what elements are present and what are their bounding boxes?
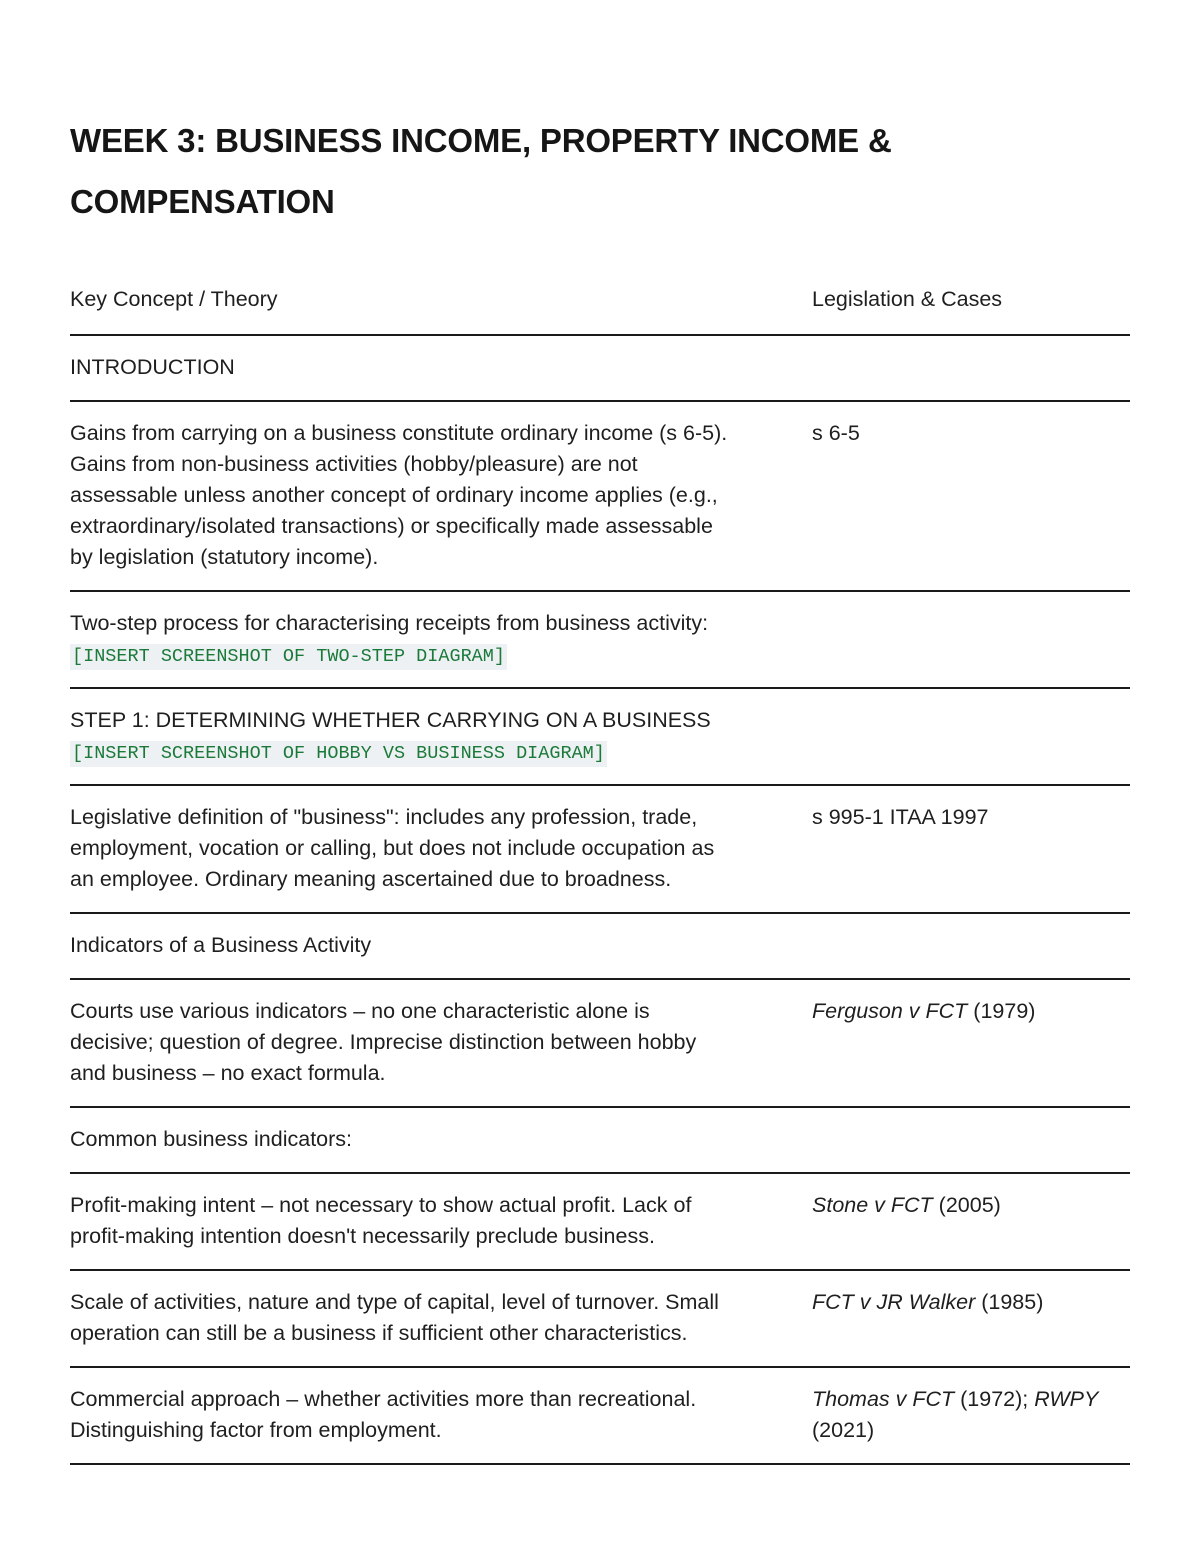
concept-text-line: and business – no exact formula. bbox=[70, 1061, 386, 1085]
concept-text-line: Commercial approach – whether activities more than recreational. bbox=[70, 1387, 697, 1411]
authority-cell bbox=[812, 979, 1130, 1107]
title-line-2: COMPENSATION bbox=[70, 183, 335, 220]
concept-cell bbox=[70, 688, 812, 785]
authority-cell bbox=[812, 591, 1130, 688]
table-row bbox=[70, 591, 1130, 688]
case-year: (2005) bbox=[932, 1193, 1001, 1217]
concept-text-line: Two-step process for characterising receipts from business activity: bbox=[70, 611, 709, 635]
table-row bbox=[70, 1173, 1130, 1270]
case-name: Stone v FCT bbox=[812, 1193, 933, 1217]
authority-cell bbox=[812, 1107, 1130, 1173]
header-key-concept: Key Concept / Theory bbox=[70, 287, 278, 311]
case-name-2: RWPY bbox=[1034, 1387, 1099, 1411]
section-heading-indicators: Indicators of a Business Activity bbox=[70, 933, 372, 957]
concept-text-line: Distinguishing factor from employment. bbox=[70, 1418, 442, 1442]
case-year-2: (2021) bbox=[812, 1418, 875, 1442]
concept-text-line: Profit-making intent – not necessary to show actual profit. Lack of bbox=[70, 1193, 692, 1217]
table-row bbox=[70, 688, 1130, 785]
concept-text-line: employment, vocation or calling, but does not include occupation as bbox=[70, 836, 715, 860]
case-name: Thomas v FCT bbox=[812, 1387, 955, 1411]
authority-cell: s 995-1 ITAA 1997 bbox=[812, 805, 989, 829]
concept-text-line: by legislation (statutory income). bbox=[70, 545, 379, 569]
concept-text-line: decisive; question of degree. Imprecise distinction between hobby bbox=[70, 1030, 697, 1054]
concept-cell bbox=[70, 785, 812, 913]
authority-cell bbox=[812, 1270, 1130, 1367]
concept-text-line: Common business indicators: bbox=[70, 1127, 353, 1151]
diagram-placeholder: [INSERT SCREENSHOT OF HOBBY VS BUSINESS DIAGRAM] bbox=[70, 741, 607, 767]
authority-cell: s 6-5 bbox=[812, 421, 860, 445]
authority-cell bbox=[812, 1173, 1130, 1270]
table-row bbox=[70, 1107, 1130, 1173]
authority-cell bbox=[812, 335, 1130, 401]
table-row bbox=[70, 401, 1130, 591]
table-row bbox=[70, 335, 1130, 401]
case-year: (1972); bbox=[954, 1387, 1035, 1411]
table-header-row bbox=[70, 284, 1130, 335]
section-heading-introduction: INTRODUCTION bbox=[70, 355, 235, 379]
authority-cell bbox=[812, 913, 1130, 979]
diagram-placeholder: [INSERT SCREENSHOT OF TWO-STEP DIAGRAM] bbox=[70, 644, 507, 670]
concept-text-line: Scale of activities, nature and type of capital, level of turnover. Small bbox=[70, 1290, 719, 1314]
concept-cell bbox=[70, 1270, 812, 1367]
case-year: (1985) bbox=[975, 1290, 1044, 1314]
case-name: FCT v JR Walker bbox=[812, 1290, 976, 1314]
concept-text-line: Gains from carrying on a business constitute ordinary income (s 6-5). bbox=[70, 421, 728, 445]
concept-cell bbox=[70, 1107, 812, 1173]
table-row bbox=[70, 913, 1130, 979]
table-row bbox=[70, 979, 1130, 1107]
concept-cell bbox=[70, 979, 812, 1107]
case-year: (1979) bbox=[967, 999, 1036, 1023]
authority-cell bbox=[812, 688, 1130, 785]
concept-cell bbox=[70, 401, 812, 591]
authority-cell bbox=[812, 1367, 1130, 1464]
case-name: Ferguson v FCT bbox=[812, 999, 968, 1023]
table-row bbox=[70, 1270, 1130, 1367]
concept-text-line: Gains from non-business activities (hobby/pleasure) are not bbox=[70, 452, 638, 476]
document-page bbox=[70, 110, 1130, 1465]
concept-text-line: an employee. Ordinary meaning ascertained due to broadness. bbox=[70, 867, 672, 891]
concept-cell bbox=[70, 913, 812, 979]
concept-cell bbox=[70, 335, 812, 401]
concept-text-line: Legislative definition of "business": includes any profession, trade, bbox=[70, 805, 698, 829]
concept-text-line: extraordinary/isolated transactions) or specifically made assessable bbox=[70, 514, 713, 538]
concept-text-line: operation can still be a business if sufficient other characteristics. bbox=[70, 1321, 688, 1345]
concept-text-line: assessable unless another concept of ordinary income applies (e.g., bbox=[70, 483, 718, 507]
header-legislation-cases: Legislation & Cases bbox=[812, 287, 1003, 311]
title-line-1: WEEK 3: BUSINESS INCOME, PROPERTY INCOME & bbox=[70, 122, 892, 159]
table-row bbox=[70, 785, 1130, 913]
concept-cell bbox=[70, 1173, 812, 1270]
concept-cell bbox=[70, 591, 812, 688]
concept-text-line: profit-making intention doesn't necessarily preclude business. bbox=[70, 1224, 655, 1248]
concept-text-line: Courts use various indicators – no one characteristic alone is bbox=[70, 999, 650, 1023]
concept-cell bbox=[70, 1367, 812, 1464]
table-row bbox=[70, 1367, 1130, 1464]
page-title bbox=[70, 110, 1130, 232]
section-heading-step-1: STEP 1: DETERMINING WHETHER CARRYING ON A BUSINESS bbox=[70, 708, 711, 732]
concepts-table bbox=[70, 284, 1130, 1465]
